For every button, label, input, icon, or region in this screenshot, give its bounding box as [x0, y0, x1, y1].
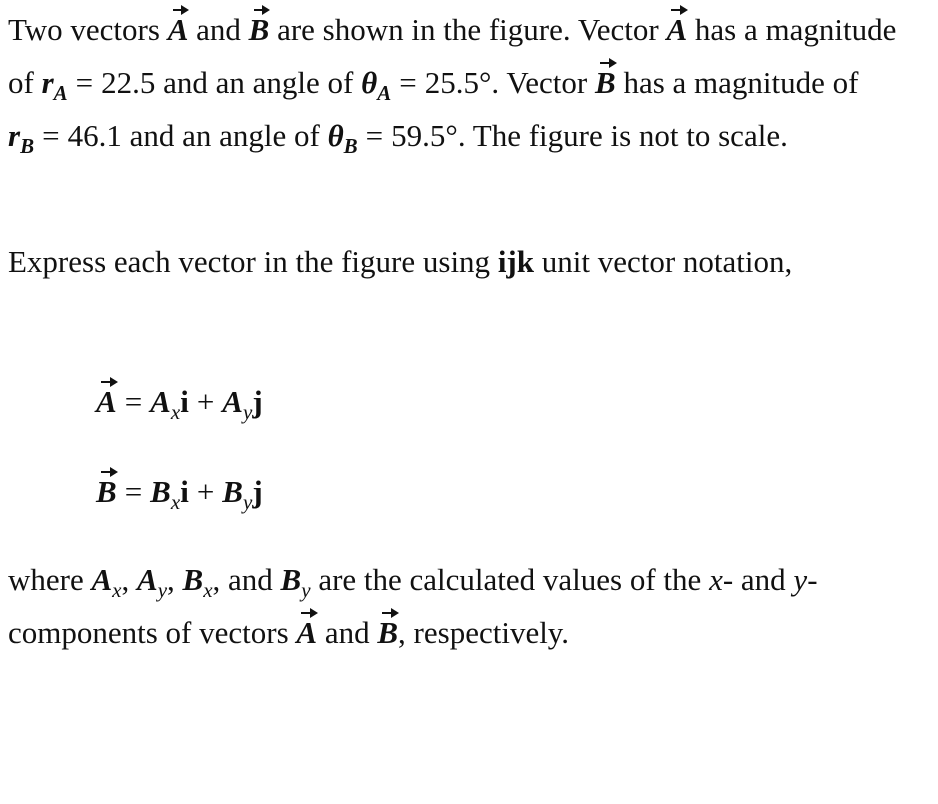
- notation-name: ijk: [497, 244, 534, 279]
- subscript: x: [170, 490, 181, 514]
- vector-a: A: [666, 3, 687, 56]
- component-symbol: A: [150, 384, 171, 419]
- text: , and: [212, 562, 281, 597]
- vector-b: B: [249, 3, 270, 56]
- component-symbol: B: [150, 474, 171, 509]
- equation-b: [96, 465, 263, 518]
- text: - and: [722, 562, 794, 597]
- text: and an angle of: [121, 118, 328, 153]
- text: , respectively.: [398, 615, 570, 650]
- angle-b-value: 59.5°: [391, 118, 458, 153]
- axis-y: y: [793, 562, 808, 597]
- equals: =: [399, 65, 417, 100]
- vector-a: A: [168, 3, 189, 56]
- component-symbol: B: [182, 562, 204, 597]
- text: has a magnitude of: [8, 12, 897, 100]
- subscript: y: [301, 578, 311, 602]
- vector-b: B: [377, 606, 398, 659]
- text: are shown in the figure. Vector: [269, 12, 667, 47]
- unit-vector-j: j: [252, 384, 263, 419]
- angle-symbol: θ: [327, 118, 344, 153]
- subscript: A: [53, 81, 68, 105]
- text: and: [317, 615, 378, 650]
- equals: =: [365, 118, 384, 153]
- magnitude-symbol: r: [41, 65, 54, 100]
- unit-vector-i: i: [180, 474, 189, 509]
- equals: =: [42, 118, 60, 153]
- subscript: y: [242, 490, 253, 514]
- vector-a: A: [96, 375, 117, 428]
- equation-a: [96, 375, 263, 428]
- explanation: [8, 553, 918, 659]
- text: where: [8, 562, 92, 597]
- magnitude-b-value: 46.1: [67, 118, 122, 153]
- angle-a-value: 25.5°: [424, 65, 492, 100]
- axis-x: x: [709, 562, 723, 597]
- text: unit vector notation,: [534, 244, 793, 279]
- text: . The figure is not to scale.: [457, 118, 788, 153]
- vector-b: B: [595, 56, 616, 109]
- problem-statement: [8, 3, 918, 162]
- subscript: x: [203, 578, 213, 602]
- magnitude-symbol: r: [8, 118, 21, 153]
- subscript: y: [157, 578, 168, 602]
- plus: +: [196, 384, 215, 419]
- component-symbol: A: [222, 384, 243, 419]
- text: ,: [121, 562, 137, 597]
- component-symbol: B: [280, 562, 302, 597]
- subscript: x: [170, 400, 181, 424]
- subscript: B: [20, 134, 35, 158]
- equals: =: [75, 65, 94, 100]
- vector-b: B: [96, 465, 117, 518]
- angle-symbol: θ: [361, 65, 378, 100]
- text: ,: [167, 562, 183, 597]
- text: . Vector: [491, 65, 595, 100]
- component-symbol: B: [222, 474, 243, 509]
- subscript: x: [112, 578, 122, 602]
- component-symbol: A: [91, 562, 113, 597]
- text: has a magnitude of: [615, 65, 859, 100]
- magnitude-a-value: 22.5: [101, 65, 156, 100]
- instruction: [8, 235, 918, 288]
- vector-a: A: [296, 606, 317, 659]
- subscript: A: [377, 81, 392, 105]
- text: Two vectors: [8, 12, 168, 47]
- plus: +: [196, 474, 215, 509]
- subscript: y: [242, 400, 253, 424]
- component-symbol: A: [137, 562, 158, 597]
- equals: =: [124, 474, 143, 509]
- unit-vector-j: j: [252, 474, 263, 509]
- text: and an angle of: [155, 65, 362, 100]
- unit-vector-i: i: [180, 384, 189, 419]
- subscript: B: [343, 134, 358, 158]
- text: are the calculated values of the: [310, 562, 710, 597]
- equals: =: [124, 384, 143, 419]
- text: -components of vectors: [8, 562, 818, 650]
- text: Express each vector in the figure using: [8, 244, 498, 279]
- text: and: [188, 12, 249, 47]
